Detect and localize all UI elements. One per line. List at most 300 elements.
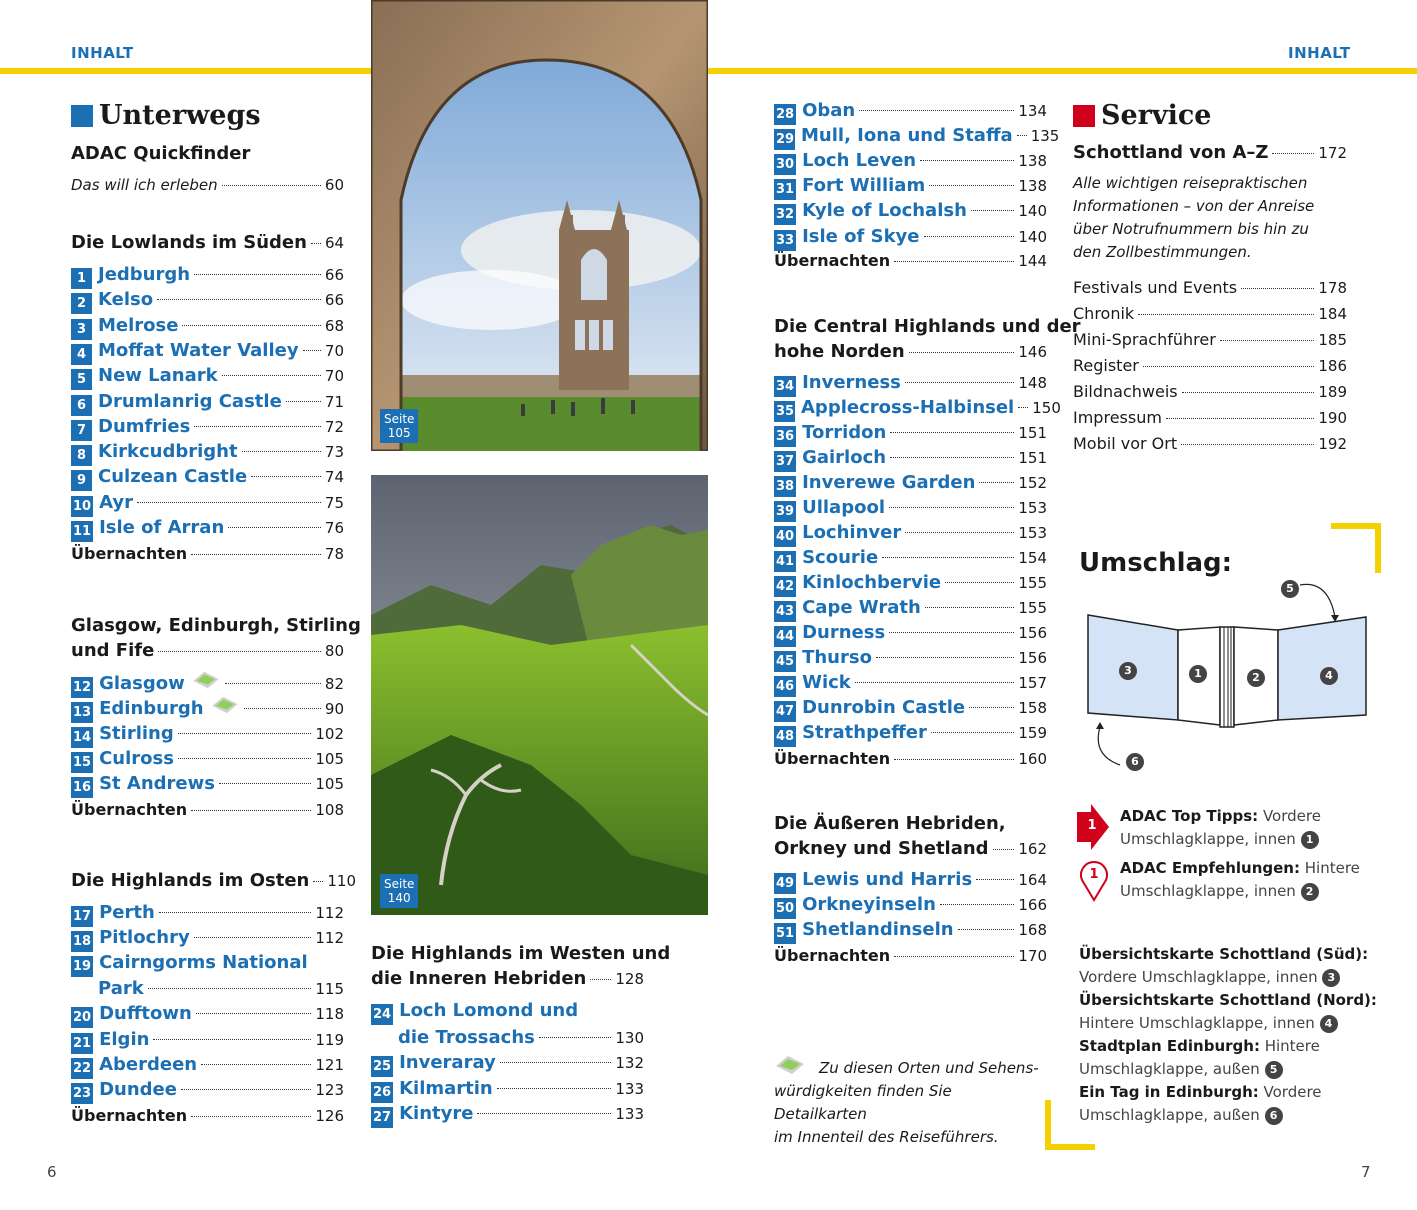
entry-page: 158 — [1018, 699, 1047, 717]
legend-top-tipps: ADAC Top Tipps: Vordere Umschlagklappe, innen 1 — [1120, 807, 1321, 848]
toc-entry[interactable] — [71, 1078, 344, 1102]
entry-number-badge: 27 — [371, 1107, 393, 1128]
entry-number-badge: 43 — [774, 601, 796, 622]
quickfinder-title: ADAC Quickfinder — [71, 143, 251, 164]
leader-dots — [905, 532, 1014, 533]
entry-number-badge: 30 — [774, 154, 796, 175]
cover-badge-6: 6 — [1126, 753, 1144, 771]
leader-dots — [153, 1039, 311, 1040]
page-ref-tag-top: Seite 105 — [380, 409, 418, 443]
entry-number-badge: 20 — [71, 1007, 93, 1028]
entry-number-badge: 41 — [774, 551, 796, 572]
leader-dots — [976, 879, 1014, 880]
entry-name: Glasgow — [99, 673, 185, 694]
entry-number-badge: 26 — [371, 1082, 393, 1103]
toc-lowlands-uebernachten[interactable]: Übernachten 78 — [71, 544, 344, 563]
leader-dots — [958, 929, 1015, 930]
leader-dots — [925, 607, 1015, 608]
entry-page: 150 — [1032, 399, 1061, 417]
leader-dots — [497, 1088, 612, 1089]
legend-badge-5: 5 — [1265, 1061, 1283, 1079]
entry-name: Scourie — [802, 547, 879, 568]
leader-dots — [1018, 407, 1028, 408]
entry-name: Inverewe Garden — [802, 472, 976, 493]
leader-dots — [924, 236, 1015, 237]
entry-number-badge: 42 — [774, 576, 796, 597]
toc-entry[interactable] — [71, 696, 344, 721]
leader-dots — [971, 210, 1014, 211]
toc-hebriden-uebernachten[interactable]: Übernachten 170 — [774, 946, 1047, 965]
toc-entry[interactable] — [774, 671, 1047, 695]
entry-number-badge: 22 — [71, 1058, 93, 1079]
toc-entry[interactable] — [774, 174, 1047, 198]
toc-osten-uebernachten[interactable]: Übernachten 126 — [71, 1106, 344, 1125]
leader-dots — [201, 1064, 311, 1065]
cover-badge-4: 4 — [1320, 667, 1338, 685]
toc-entry[interactable] — [71, 491, 344, 515]
cover-badge-3: 3 — [1119, 662, 1137, 680]
entry-page: 123 — [315, 1080, 344, 1099]
entry-number-badge: 40 — [774, 526, 796, 547]
entry-page: 151 — [1018, 449, 1047, 467]
toc-entry[interactable] — [71, 926, 344, 950]
leader-dots — [159, 912, 312, 913]
leader-dots — [890, 457, 1014, 458]
entry-page: 151 — [1018, 424, 1047, 442]
header-right-label: INHALT — [1288, 44, 1351, 62]
toc-entry[interactable] — [71, 901, 344, 925]
toc-entry[interactable] — [774, 471, 1047, 495]
service-entry-page: 186 — [1318, 357, 1347, 375]
map-note: Zu diesen Orten und Sehens- würdigkeiten finden Sie Detailkarten im Innenteil des Reiseführers. — [774, 1059, 1039, 1146]
entry-page: 140 — [1018, 202, 1047, 221]
entry-name: Moffat Water Valley — [98, 339, 299, 361]
service-entry-name: Impressum — [1073, 408, 1162, 427]
glasgow-title-line1: Glasgow, Edinburgh, Stirling — [71, 615, 361, 636]
entry-name: Orkneyinseln — [802, 894, 936, 916]
service-entry-name: Mini-Sprachführer — [1073, 330, 1216, 349]
toc-entry[interactable] — [71, 465, 344, 489]
toc-entry[interactable] — [71, 263, 344, 287]
toc-entry[interactable] — [71, 314, 344, 338]
leader-dots — [219, 783, 311, 784]
entry-name: Ayr — [99, 491, 133, 513]
entry-name: Aberdeen — [99, 1053, 198, 1075]
top-tipp-number: 1 — [1087, 818, 1097, 833]
entry-page: 152 — [1018, 474, 1047, 492]
toc-entry[interactable] — [774, 546, 1047, 570]
leader-dots — [931, 732, 1014, 733]
entry-page: 133 — [615, 1105, 644, 1124]
cover-badge-5: 5 — [1281, 580, 1299, 598]
legend-maps: Übersichtskarte Schottland (Süd): Vordere Umschlagklappe, innen 3 Übersichtskarte Schottland (Nord): Hintere Umschlagklappe, innen 4 Stadtplan Edinburgh: Hintere Umschlagklappe, außen 5 Ein Tag in Edinburgh: Vordere Umschlagklappe, außen 6 — [1079, 945, 1377, 1124]
toc-entry[interactable] — [371, 1077, 644, 1101]
entry-name: Drumlanrig Castle — [98, 390, 282, 412]
toc-entry[interactable] — [71, 951, 344, 975]
service-entry-page: 190 — [1318, 409, 1347, 427]
entry-number-badge: 16 — [71, 777, 93, 798]
leader-dots — [244, 708, 321, 709]
toc-entry[interactable] — [774, 893, 1047, 917]
leader-dots — [194, 426, 321, 427]
toc-westen-uebernachten[interactable]: Übernachten 144 — [774, 251, 1047, 270]
entry-number-badge: 5 — [71, 369, 92, 390]
entry-name: Inverness — [802, 372, 901, 393]
leader-dots — [286, 401, 321, 402]
leader-dots — [181, 1089, 311, 1090]
entry-page: 134 — [1018, 102, 1047, 120]
entry-number-badge: 48 — [774, 726, 796, 747]
entry-page: 118 — [315, 1005, 344, 1024]
toc-entry[interactable] — [371, 1051, 644, 1075]
toc-entry[interactable] — [371, 1102, 644, 1126]
entry-name: Dumfries — [98, 415, 191, 437]
leader-dots — [157, 299, 321, 300]
service-entry[interactable] — [1073, 355, 1347, 377]
entry-page: 130 — [615, 1028, 644, 1047]
entry-page: 75 — [324, 493, 344, 512]
cover-badge-2: 2 — [1247, 669, 1265, 687]
red-square-icon — [1073, 105, 1095, 127]
toc-westen[interactable]: die Inneren Hebriden 128 — [371, 968, 644, 989]
entry-number-badge: 46 — [774, 676, 796, 697]
entry-page: 112 — [315, 904, 344, 922]
entry-number-badge: 49 — [774, 873, 796, 894]
toc-entry[interactable] — [71, 415, 344, 439]
entry-name: Lochinver — [802, 522, 902, 543]
entry-name: Kyle of Lochalsh — [802, 200, 967, 222]
toc-entry[interactable] — [774, 396, 1061, 420]
entry-number-badge: 38 — [774, 476, 796, 497]
toc-entry[interactable] — [774, 521, 1047, 545]
toc-entry[interactable] — [774, 446, 1047, 470]
entry-number-badge: 4 — [71, 344, 92, 365]
detail-map-icon — [191, 671, 221, 689]
entry-name: Durness — [802, 622, 886, 643]
entry-name: Dufftown — [99, 1003, 192, 1025]
service-entry-page: 189 — [1318, 383, 1347, 401]
entry-page: 168 — [1018, 921, 1047, 940]
entry-number-badge: 37 — [774, 451, 796, 472]
entry-page: 66 — [324, 291, 344, 310]
toc-glasgow-uebernachten[interactable]: Übernachten 108 — [71, 800, 344, 819]
toc-entry[interactable] — [71, 722, 344, 746]
toc-entry[interactable] — [71, 516, 344, 540]
entry-name: Oban — [802, 100, 856, 121]
leader-dots — [876, 657, 1014, 658]
entry-name: Ullapool — [802, 497, 885, 518]
toc-entry[interactable] — [774, 99, 1047, 123]
entry-page: 70 — [324, 341, 344, 360]
entry-name: Mull, Iona und Staffa — [801, 125, 1013, 147]
service-entry[interactable] — [1073, 303, 1347, 325]
leader-dots — [182, 325, 320, 326]
toc-entry[interactable] — [774, 199, 1047, 223]
toc-entry[interactable] — [71, 772, 344, 796]
entry-number-badge: 8 — [71, 445, 92, 466]
leader-dots — [303, 350, 321, 351]
leader-dots — [1220, 340, 1315, 341]
entry-number-badge: 33 — [774, 230, 796, 251]
entry-name: Strathpeffer — [802, 722, 927, 743]
entry-page: 153 — [1018, 524, 1047, 542]
entry-name: Loch Lomond und — [399, 1000, 579, 1021]
entry-number-badge: 9 — [71, 470, 92, 491]
entry-number-badge: 1 — [71, 268, 92, 289]
toc-entry[interactable] — [774, 696, 1047, 720]
empfehlung-number: 1 — [1089, 867, 1099, 882]
leader-dots — [194, 937, 312, 938]
service-entry[interactable] — [1073, 433, 1347, 455]
entry-page: 105 — [315, 775, 344, 794]
leader-dots — [148, 988, 312, 989]
entry-page: 156 — [1018, 624, 1047, 642]
entry-page: 138 — [1018, 177, 1047, 196]
entry-page: 68 — [324, 316, 344, 335]
leader-dots — [228, 527, 321, 528]
entry-page: 132 — [615, 1054, 644, 1073]
toc-lowlands[interactable]: Die Lowlands im Süden 64 — [71, 232, 345, 253]
page-number-right: 7 — [1361, 1163, 1371, 1181]
entry-name: Wick — [802, 672, 851, 693]
entry-number-badge: 35 — [774, 401, 795, 422]
toc-entry[interactable] — [71, 671, 344, 696]
entry-number-badge: 44 — [774, 626, 796, 647]
legend-empfehlungen: ADAC Empfehlungen: Hintere Umschlagklappe, innen 2 — [1120, 859, 1360, 900]
entry-number-badge: 2 — [71, 293, 92, 314]
entry-name: St Andrews — [99, 773, 215, 795]
entry-number-badge: 24 — [371, 1004, 393, 1025]
service-entry[interactable] — [1073, 407, 1347, 429]
entry-name: Melrose — [98, 314, 179, 336]
blue-square-icon — [71, 105, 93, 127]
entry-number-badge: 10 — [71, 496, 93, 517]
leader-dots — [1166, 418, 1314, 419]
entry-name: Gairloch — [802, 447, 887, 468]
entry-name: Stirling — [99, 722, 174, 744]
leader-dots — [1138, 314, 1314, 315]
entry-number-badge: 17 — [71, 906, 93, 927]
entry-number-badge: 34 — [774, 376, 796, 397]
entry-name: Kintyre — [399, 1103, 474, 1125]
toc-entry[interactable] — [71, 440, 344, 464]
entry-name: Kilmartin — [399, 1077, 493, 1099]
leader-dots — [1182, 392, 1315, 393]
toc-hebriden[interactable]: Orkney und Shetland 162 — [774, 838, 1047, 859]
leader-dots — [889, 632, 1014, 633]
entry-page: 138 — [1018, 152, 1047, 171]
service-entry-page: 178 — [1318, 279, 1347, 297]
entry-page: 73 — [324, 443, 344, 462]
toc-entry[interactable] — [774, 571, 1047, 595]
entry-name: Jedburgh — [98, 264, 191, 285]
entry-number-badge: 12 — [71, 677, 93, 698]
entry-name: Applecross-Halbinsel — [801, 397, 1015, 418]
leader-dots — [979, 482, 1014, 483]
entry-page: 105 — [315, 749, 344, 768]
entry-page: 71 — [324, 392, 344, 411]
cover-badge-1: 1 — [1189, 665, 1207, 683]
legend-badge-4: 4 — [1320, 1015, 1338, 1033]
entry-page: 70 — [324, 367, 344, 386]
detail-map-icon — [210, 696, 240, 714]
entry-number-badge: 7 — [71, 420, 92, 441]
entry-number-badge: 15 — [71, 752, 93, 773]
toc-central[interactable]: hohe Norden 146 — [774, 341, 1047, 362]
entry-name: Loch Leven — [802, 150, 917, 172]
entry-name-continued: Park — [98, 978, 144, 1000]
toc-entry[interactable] — [774, 149, 1047, 173]
leader-dots — [178, 758, 311, 759]
toc-entry[interactable] — [774, 646, 1047, 670]
entry-number-badge: 25 — [371, 1056, 393, 1077]
toc-entry-continued[interactable] — [71, 977, 344, 1001]
entry-number-badge: 6 — [71, 395, 92, 416]
legend-badge-1: 1 — [1301, 831, 1319, 849]
service-entry[interactable] — [1073, 381, 1347, 403]
entry-page: 155 — [1018, 574, 1047, 592]
service-entry-name: Mobil vor Ort — [1073, 434, 1178, 453]
service-entry-name: Chronik — [1073, 304, 1135, 323]
entry-name: Isle of Skye — [802, 225, 920, 247]
entry-name: Culross — [99, 747, 174, 769]
entry-name: Fort William — [802, 175, 926, 197]
toc-entry[interactable] — [774, 621, 1047, 645]
entry-name: Kirkcudbright — [98, 441, 238, 463]
toc-central-uebernachten[interactable]: Übernachten 160 — [774, 749, 1047, 768]
toc-entry-continued[interactable] — [371, 1026, 644, 1050]
leader-dots — [945, 582, 1014, 583]
toc-entry[interactable] — [71, 1002, 344, 1026]
service-entry-page: 185 — [1318, 331, 1347, 349]
leader-dots — [905, 382, 1014, 383]
toc-entry[interactable] — [774, 124, 1060, 148]
entry-number-badge: 19 — [71, 956, 93, 977]
entry-name: Perth — [99, 902, 155, 923]
toc-entry[interactable] — [774, 918, 1047, 942]
toc-entry[interactable] — [774, 225, 1047, 249]
entry-page: 164 — [1018, 871, 1047, 889]
toc-entry[interactable] — [71, 339, 344, 363]
yellow-rule-left — [0, 68, 371, 74]
leader-dots — [178, 733, 312, 734]
entry-page: 135 — [1030, 127, 1060, 146]
service-entry-name: Festivals und Events — [1073, 278, 1238, 297]
yellow-rule-right — [708, 68, 1417, 74]
leader-dots — [225, 683, 321, 684]
entry-name: Inveraray — [399, 1052, 496, 1074]
toc-a-z[interactable]: Schottland von A–Z 172 — [1073, 142, 1347, 163]
toc-entry[interactable] — [71, 364, 344, 388]
toc-glasgow[interactable]: und Fife 80 — [71, 640, 344, 661]
toc-entry[interactable] — [774, 721, 1047, 745]
leader-dots — [929, 185, 1014, 186]
entry-number-badge: 31 — [774, 179, 796, 200]
leader-dots — [539, 1037, 612, 1038]
entry-page: 153 — [1018, 499, 1047, 517]
entry-page: 119 — [315, 1030, 344, 1049]
entry-page: 76 — [324, 519, 344, 537]
leader-dots — [859, 110, 1014, 111]
toc-entry[interactable] — [774, 496, 1047, 520]
toc-entry[interactable] — [71, 390, 344, 414]
entry-page: 155 — [1018, 599, 1047, 617]
umschlag-title: Umschlag: — [1079, 548, 1233, 578]
legend-badge-6: 6 — [1265, 1107, 1283, 1125]
photo-st-andrews-cathedral — [371, 0, 708, 451]
entry-page: 133 — [615, 1079, 644, 1098]
service-description: Alle wichtigen reisepraktischen Informationen – von der Anreise über Notrufnummern bis hin zu den Zollbestimmungen. — [1073, 174, 1315, 261]
leader-dots — [1181, 444, 1314, 445]
entry-page: 112 — [315, 929, 344, 948]
entry-number-badge: 14 — [71, 727, 93, 748]
entry-name: Edinburgh — [99, 698, 204, 720]
entry-name: Isle of Arran — [99, 517, 225, 538]
entry-name: Shetlandinseln — [802, 919, 954, 941]
entry-number-badge: 13 — [71, 702, 93, 723]
toc-entry[interactable] — [774, 868, 1047, 892]
toc-entry[interactable] — [371, 999, 644, 1023]
entry-number-badge: 50 — [774, 898, 796, 919]
entry-page: 82 — [324, 675, 344, 693]
entry-name: Elgin — [99, 1028, 150, 1050]
page-number-left: 6 — [47, 1163, 57, 1181]
entry-number-badge: 29 — [774, 129, 795, 150]
service-heading — [1073, 100, 1211, 131]
leader-dots — [1017, 135, 1027, 136]
westen-title-line1: Die Highlands im Westen und — [371, 943, 671, 964]
hebriden-title-line1: Die Äußeren Hebriden, — [774, 813, 1006, 834]
entry-number-badge: 21 — [71, 1033, 93, 1054]
leader-dots — [969, 707, 1014, 708]
entry-number-badge: 47 — [774, 701, 796, 722]
toc-entry[interactable] — [71, 288, 344, 312]
toc-quickfinder[interactable]: Das will ich erleben 60 — [71, 176, 344, 194]
toc-entry[interactable] — [774, 421, 1047, 445]
entry-page: 72 — [324, 417, 344, 436]
entry-page: 102 — [315, 724, 344, 743]
leader-dots — [500, 1062, 612, 1063]
leader-dots — [940, 904, 1014, 905]
entry-number-badge: 23 — [71, 1083, 93, 1104]
leader-dots — [222, 375, 321, 376]
entry-page: 90 — [324, 700, 344, 719]
highland-landscape-illustration — [371, 475, 708, 915]
unterwegs-heading — [71, 100, 261, 131]
entry-number-badge: 45 — [774, 651, 796, 672]
entry-page: 140 — [1018, 227, 1047, 246]
service-title: Service — [1101, 100, 1212, 131]
service-entry[interactable] — [1073, 277, 1347, 299]
entry-page: 166 — [1018, 896, 1047, 915]
toc-entry[interactable] — [71, 747, 344, 771]
entry-name: Lewis und Harris — [802, 869, 973, 890]
entry-number-badge: 3 — [71, 319, 92, 340]
entry-page: 74 — [324, 468, 344, 487]
toc-entry[interactable] — [71, 1053, 344, 1077]
toc-entry[interactable] — [71, 1028, 344, 1052]
toc-osten[interactable]: Die Highlands im Osten 110 — [71, 870, 356, 891]
entry-page: 121 — [315, 1055, 344, 1074]
leader-dots — [882, 557, 1014, 558]
toc-entry[interactable] — [774, 596, 1047, 620]
service-entry[interactable] — [1073, 329, 1347, 351]
toc-entry[interactable] — [774, 371, 1047, 395]
service-entry-page: 192 — [1318, 435, 1347, 453]
entry-number-badge: 51 — [774, 923, 796, 944]
leader-dots — [889, 507, 1014, 508]
entry-page: 148 — [1018, 374, 1047, 392]
